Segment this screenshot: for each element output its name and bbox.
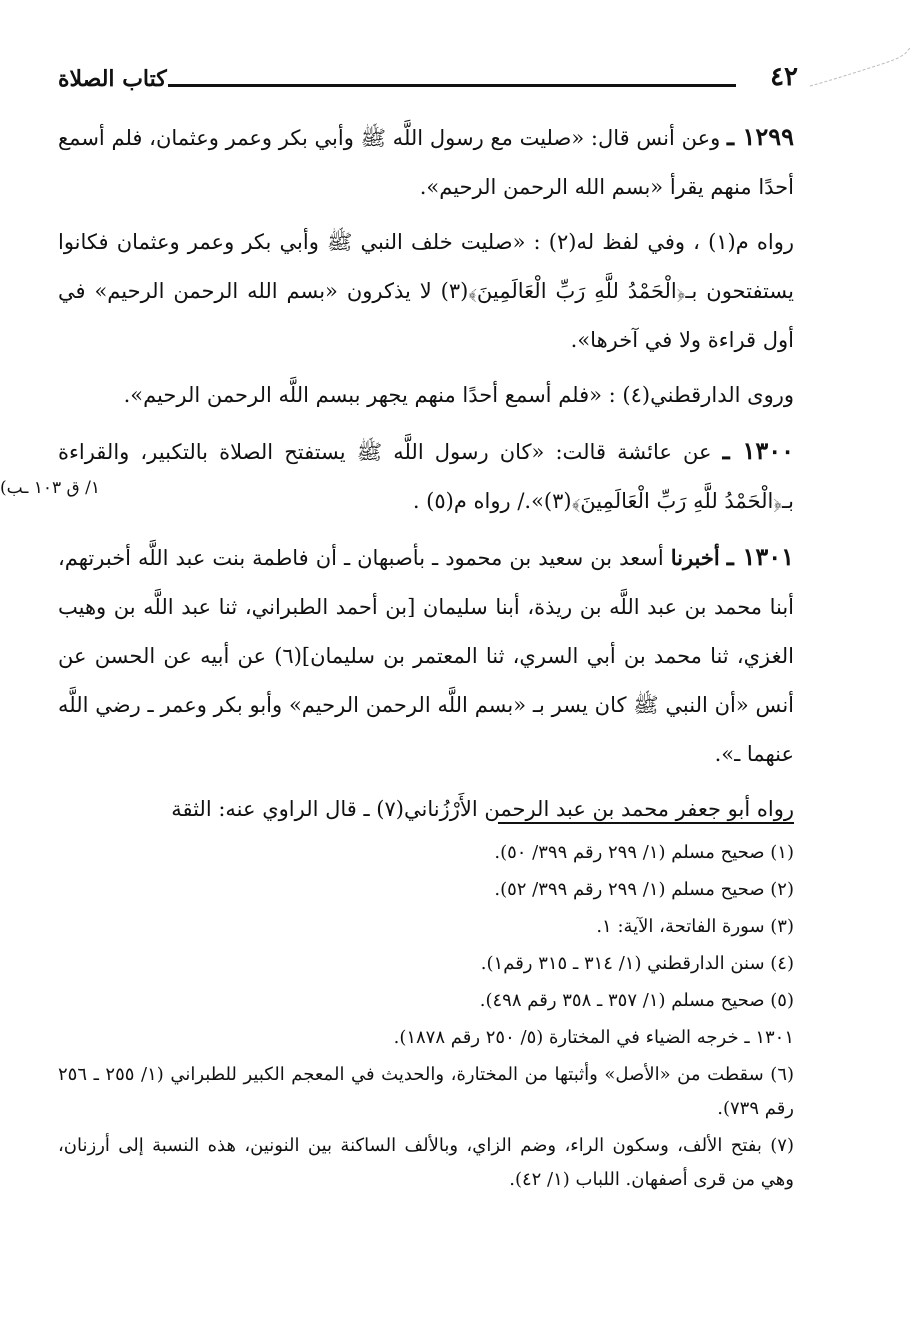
hadith-1299-narration bbox=[58, 218, 794, 365]
footnote: (٦) سقطت من «الأصل» وأثبتها من المختارة، والحديث في المعجم الكبير للطبراني (١/ ٢٥٥ ـ ٢٥٦ رقم ٧٣٩). bbox=[58, 1064, 795, 1119]
hadith-number: ١٣٠٠ ـ bbox=[722, 436, 794, 465]
footnote: ١٣٠١ ـ خرجه الضياء في المختارة (٥/ ٢٥٠ رقم ١٨٧٨). bbox=[393, 1027, 794, 1048]
footnote: (٢) صحيح مسلم (١/ ٢٩٩ رقم ٣٩٩/ ٥٢). bbox=[494, 879, 794, 900]
footnote: (٤) سنن الدارقطني (١/ ٣١٤ ـ ٣١٥ رقم١). bbox=[480, 953, 794, 974]
hadith-1301 bbox=[58, 532, 794, 779]
book-title: كتاب الصلاة bbox=[58, 66, 167, 92]
narration-text: رواه أبو جعفر محمد بن عبد الرحمن الأَرْزُناني(٧) ـ قال الراوي عنه: الثقة bbox=[171, 797, 794, 821]
hadith-text: وعن أنس قال: «صليت مع رسول اللَّه ﷺ وأبي بكر وعمر وعثمان، فلم أسمع أحدًا منهم يقرأ «بسم الله الرحمن الرحيم». bbox=[58, 126, 794, 199]
footnotes bbox=[58, 836, 794, 1200]
hadith-1299-daraqutni bbox=[58, 371, 794, 420]
footnote: (٥) صحيح مسلم (١/ ٣٥٧ ـ ٣٥٨ رقم ٤٩٨). bbox=[479, 990, 794, 1011]
page-number: ٤٢ bbox=[770, 62, 798, 92]
hadith-1300 bbox=[58, 426, 794, 526]
footnote-rule bbox=[498, 822, 794, 824]
page-header bbox=[58, 62, 798, 102]
hadith-number: ١٣٠١ ـ bbox=[726, 542, 794, 571]
narration-text: وروى الدارقطني(٤) : «فلم أسمع أحدًا منهم يجهر ببسم اللَّه الرحمن الرحيم». bbox=[123, 383, 794, 407]
margin-note: ١/ ق ١٠٣ ـب) bbox=[0, 478, 100, 498]
pencil-mark bbox=[802, 46, 912, 92]
footnote: (٧) بفتح الألف، وسكون الراء، وضم الزاي، وبالألف الساكنة بين النونين، هذه النسبة إلى أرزنان، وهي من قرى أصفهان. اللباب (١/ ٤٢). bbox=[58, 1135, 794, 1190]
footnote: (١) صحيح مسلم (١/ ٢٩٩ رقم ٣٩٩/ ٥٠). bbox=[494, 842, 794, 863]
hadith-number: ١٢٩٩ ـ bbox=[726, 122, 794, 151]
header-rule bbox=[168, 84, 736, 87]
hadith-lead-word: أخبرنا bbox=[670, 545, 720, 570]
hadith-1301-narration bbox=[58, 785, 794, 834]
narration-text: رواه م(١) ، وفي لفظ له(٢) : «صليت خلف النبي ﷺ وأبي بكر وعمر وعثمان فكانوا يستفتحون بـ﴿الْحَمْدُ للَّهِ رَبِّ الْعَالَمِينَ﴾(٣) لا يذكرون «بسم الله الرحمن الرحيم» في أول قراءة ولا في آخرها». bbox=[58, 230, 794, 352]
hadith-text: أسعد بن سعيد بن محمود ـ بأصبهان ـ أن فاطمة بنت عبد اللَّه أخبرتهم، أبنا محمد بن عبد اللَّه بن ريذة، أبنا سليمان [بن أحمد الطبراني، ثنا عبد اللَّه بن وهيب الغزي، ثنا محمد بن أبي السري، ثنا المعتمر بن سليمان](٦) عن أبيه عن الحسن عن أنس «أن النبي ﷺ كان يسر بـ «بسم اللَّه الرحمن الرحيم» وأبو بكر وعمر ـ رضي اللَّه عنهما ـ». bbox=[58, 546, 794, 766]
footnote: (٣) سورة الفاتحة، الآية: ١. bbox=[596, 916, 794, 937]
main-text bbox=[58, 112, 794, 834]
hadith-text: عن عائشة قالت: «كان رسول اللَّه ﷺ يستفتح الصلاة بالتكبير، والقراءة بـ﴿الْحَمْدُ للَّهِ رَبِّ الْعَالَمِينَ﴾(٣)»./ رواه م(٥) . bbox=[58, 440, 794, 513]
hadith-1299 bbox=[58, 112, 794, 212]
